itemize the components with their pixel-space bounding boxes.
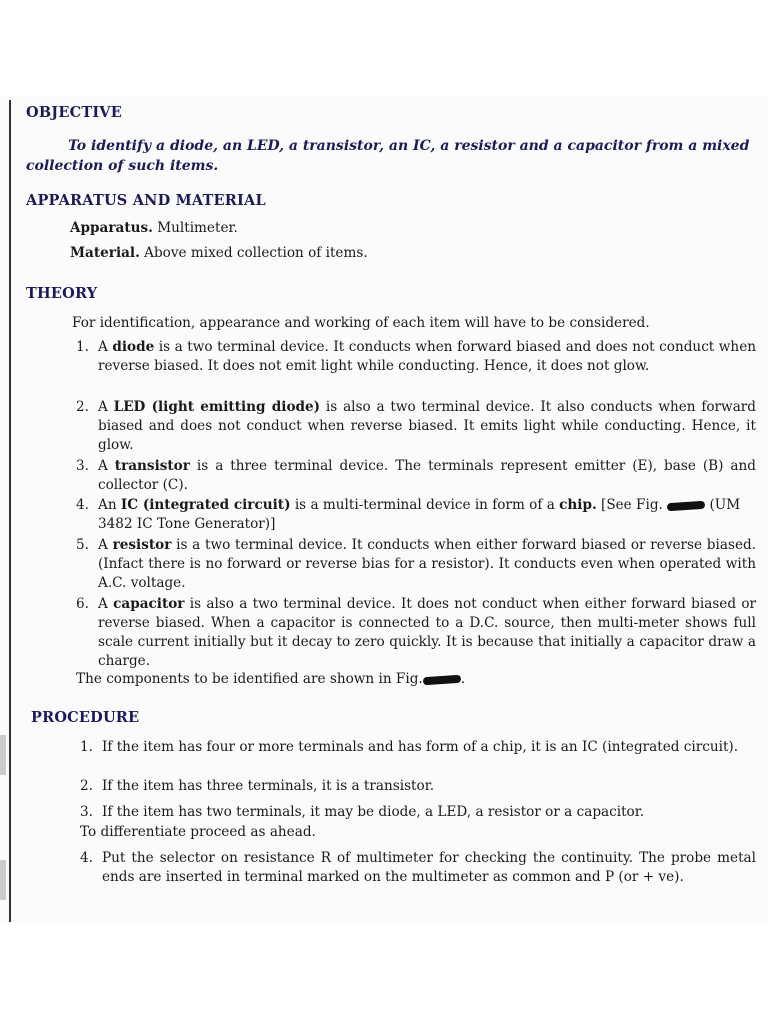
item-number: 4.: [80, 850, 93, 866]
item-text: A diode is a two terminal device. It conducts when forward biased and does not conduct when reverse biased. It does not emit light while conducting. Hence, it does not glow.: [98, 339, 756, 374]
item-number: 1.: [76, 339, 89, 355]
material-label: Material.: [70, 245, 140, 261]
objective-text: To identify a diode, an LED, a transistor, an IC, a resistor and a capacitor from a mixed collection of such items.: [26, 138, 750, 174]
apparatus-value: Multimeter.: [152, 220, 238, 236]
procedure-item: [80, 803, 754, 822]
theory-item-led: [76, 398, 756, 455]
item-number: 2.: [80, 778, 93, 794]
theory-item-capacitor: [76, 595, 756, 671]
item-text: If the item has two terminals, it may be diode, a LED, a resistor or a capacitor.: [102, 804, 645, 820]
apparatus-label: Apparatus.: [70, 220, 153, 236]
item-text: A resistor is a two terminal device. It conducts when either forward biased or reverse biased. (Infact there is no forward or reverse bias for a resistor). It conducts even when operated with A.C. voltage.: [98, 537, 757, 591]
procedure-between: To differentiate proceed as ahead.: [80, 824, 316, 840]
theory-heading: THEORY: [26, 285, 98, 302]
theory-item-diode: [76, 338, 756, 376]
item-text: A LED (light emitting diode) is also a two terminal device. It also conducts when forward biased and does not conduct when reverse biased. It emits light while conducting. Hence, it glow.: [98, 399, 756, 453]
item-text: Put the selector on resistance R of multimeter for checking the continuity. The probe metal ends are inserted in terminal marked on the multimeter as common and P (or + ve).: [102, 850, 756, 885]
procedure-item: [80, 777, 754, 796]
item-text: An IC (integrated circuit) is a multi-terminal device in form of a chip. [See Fig. (UM 3482 IC Tone Generator)]: [98, 497, 741, 532]
theory-closing: The components to be identified are shown in Fig. .: [76, 671, 466, 687]
apparatus-line: [70, 219, 238, 238]
theory-intro: For identification, appearance and working of each item will have to be considered.: [72, 315, 650, 331]
item-number: 4.: [76, 497, 89, 513]
item-number: 1.: [80, 739, 93, 755]
objective-heading: OBJECTIVE: [26, 104, 123, 121]
theory-item-transistor: [76, 457, 756, 495]
item-text: If the item has three terminals, it is a transistor.: [102, 778, 435, 794]
item-number: 6.: [76, 596, 89, 612]
item-text: A capacitor is also a two terminal device. It does not conduct when either forward biased or reverse biased. When a capacitor is connected to a D.C. source, then multi-meter shows full scale current initially but it decay to zero quickly. It is because that initially a capacitor draw a charge.: [98, 596, 757, 669]
material-value: Above mixed collection of items.: [139, 245, 368, 261]
apparatus-heading: APPARATUS AND MATERIAL: [26, 192, 266, 209]
theory-item-resistor: [76, 536, 756, 593]
item-number: 3.: [80, 804, 93, 820]
item-text: A transistor is a three terminal device. The terminals represent emitter (E), base (B) and collector (C).: [98, 458, 756, 493]
redaction-mark: [423, 674, 461, 685]
item-number: 3.: [76, 458, 89, 474]
material-line: [70, 244, 368, 263]
item-text: If the item has four or more terminals and has form of a chip, it is an IC (integrated circuit).: [102, 739, 739, 755]
procedure-item: [80, 849, 756, 887]
procedure-heading: PROCEDURE: [31, 709, 140, 726]
item-number: 5.: [76, 537, 89, 553]
redaction-mark: [667, 500, 705, 511]
procedure-item: [80, 738, 754, 757]
theory-item-ic: [76, 496, 762, 534]
item-number: 2.: [76, 399, 89, 415]
